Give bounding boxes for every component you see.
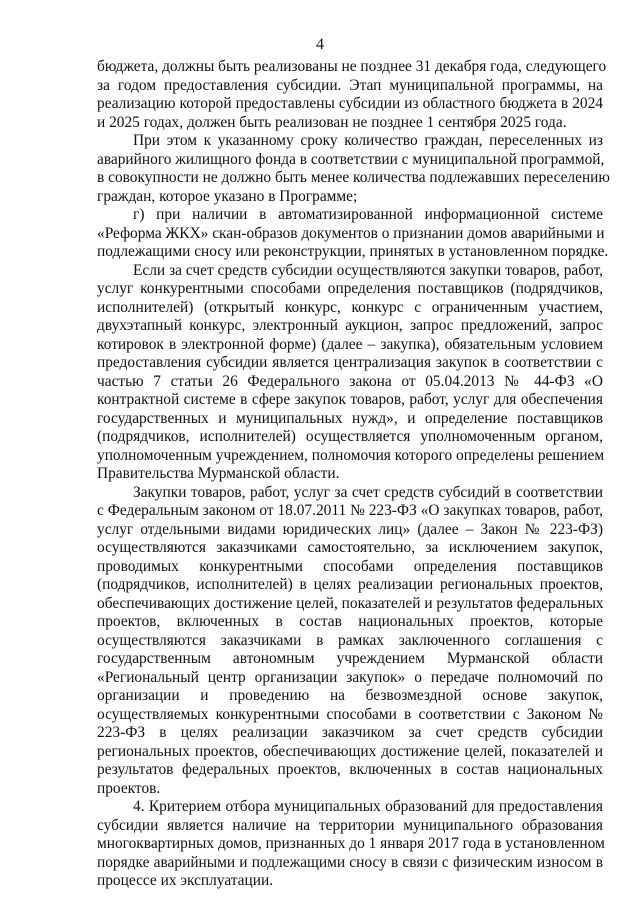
text-line: (подрядчиков, исполнителей) осуществляется уполномоченным органом, [97,428,603,445]
document-body [97,58,610,891]
text-line: подлежащими сносу или реконструкции, принятых в установленном порядке. [97,243,609,260]
text-line: осуществляются заказчиками самостоятельно, за исключением закупок, [97,539,603,556]
text-line: контрактной системе в сфере закупок товаров, работ, услуг для обеспечения [97,391,603,408]
text-line: за годом предоставления субсидии. Этап муниципальной программы, на [97,76,603,94]
text-line: реализацию которой предоставлены субсидии из областного бюджета в 2024 [97,95,603,112]
text-line: услуг отдельными видами юридических лиц» (далее – Закон № 223-ФЗ) [97,520,603,538]
text-line: Правительства Мурманской области. [97,465,340,482]
text-line: «Региональный центр организации закупок» о передаче полномочий по [97,668,603,686]
text-line: «Реформа ЖКХ» скан-образов документов о признании домов аварийными и [97,224,605,242]
text-line: осуществляемых конкурентными способами в соответствии с Законом № [97,705,603,723]
text-line: субсидии является наличие на территории муниципального образования [97,816,603,834]
text-line: бюджета, должны быть реализованы не позднее 31 декабря года, следующего [97,58,607,75]
text-line: проводимых конкурентными способами определения поставщиков [97,557,603,575]
text-line: При этом к указанному сроку количество граждан, переселенных из [133,132,603,149]
text-line: в совокупности не должно быть менее количества подлежавших переселению [97,169,610,186]
text-line: аварийного жилищного фонда в соответствии с муниципальной программой, [97,150,605,168]
text-line: 4. Критерием отбора муниципальных образований для предоставления [133,798,603,815]
text-line: проектов. [97,779,161,797]
text-line: предоставления субсидии является централизация закупок в соответствии с [97,354,603,371]
text-line: Если за счет средств субсидии осуществляются закупки товаров, работ, [133,261,603,279]
text-line: многоквартирных домов, признанных до 1 января 2017 года в установленном [97,835,605,852]
text-line: порядке аварийными и подлежащими сносу в связи с физическим износом в [97,853,603,871]
text-line: осуществляются заказчиками в рамках заключенного соглашения с [97,631,603,649]
text-line: обеспечивающих достижение целей, показателей и результатов федеральных [97,594,604,612]
text-line: частью 7 статьи 26 Федерального закона от 05.04.2013 № 44-ФЗ «О [97,372,603,390]
text-line: (подрядчиков, исполнителей) в целях реализации региональных проектов, [97,576,603,593]
text-line: результатов федеральных проектов, включенных в состав национальных [97,761,603,778]
text-line: процессе их эксплуатации. [97,872,274,889]
text-line: граждан, которое указано в Программе; [97,187,358,205]
text-line: котировок в электронной форме) (далее – закупка), обязательным условием [97,335,603,353]
text-line: с Федеральным законом от 18.07.2011 № 223-ФЗ «О закупках товаров, работ, [97,502,603,519]
text-line: Закупки товаров, работ, услуг за счет средств субсидий в соответствии [133,483,603,501]
text-line: государственных и муниципальных нужд», и определение поставщиков [97,409,603,427]
text-line: г) при наличии в автоматизированной информационной системе [133,206,603,223]
text-line: и 2025 годах, должен быть реализован не позднее 1 сентября 2025 года. [97,113,567,131]
text-line: региональных проектов, обеспечивающих достижение целей, показателей и [97,742,603,760]
page-number: 4 [316,36,324,53]
text-line: двухэтапный конкурс, электронный аукцион, запрос предложений, запрос [97,317,603,334]
text-line: организации и проведению на безвозмездной основе закупок, [97,687,603,704]
text-line: государственным автономным учреждением Мурманской области [97,650,603,667]
text-line: проектов, включенных в состав национальных проектов, которые [97,613,603,630]
text-line: уполномоченным учреждением, полномочия которого определены решением [97,446,605,464]
text-line: услуг конкурентными способами определения поставщиков (подрядчиков, [97,280,603,297]
text-line: 223-ФЗ в целях реализации заказчиком за счет средств субсидии [97,724,603,741]
text-line: исполнителей) (открытый конкурс, конкурс с ограниченным участием, [97,298,603,316]
